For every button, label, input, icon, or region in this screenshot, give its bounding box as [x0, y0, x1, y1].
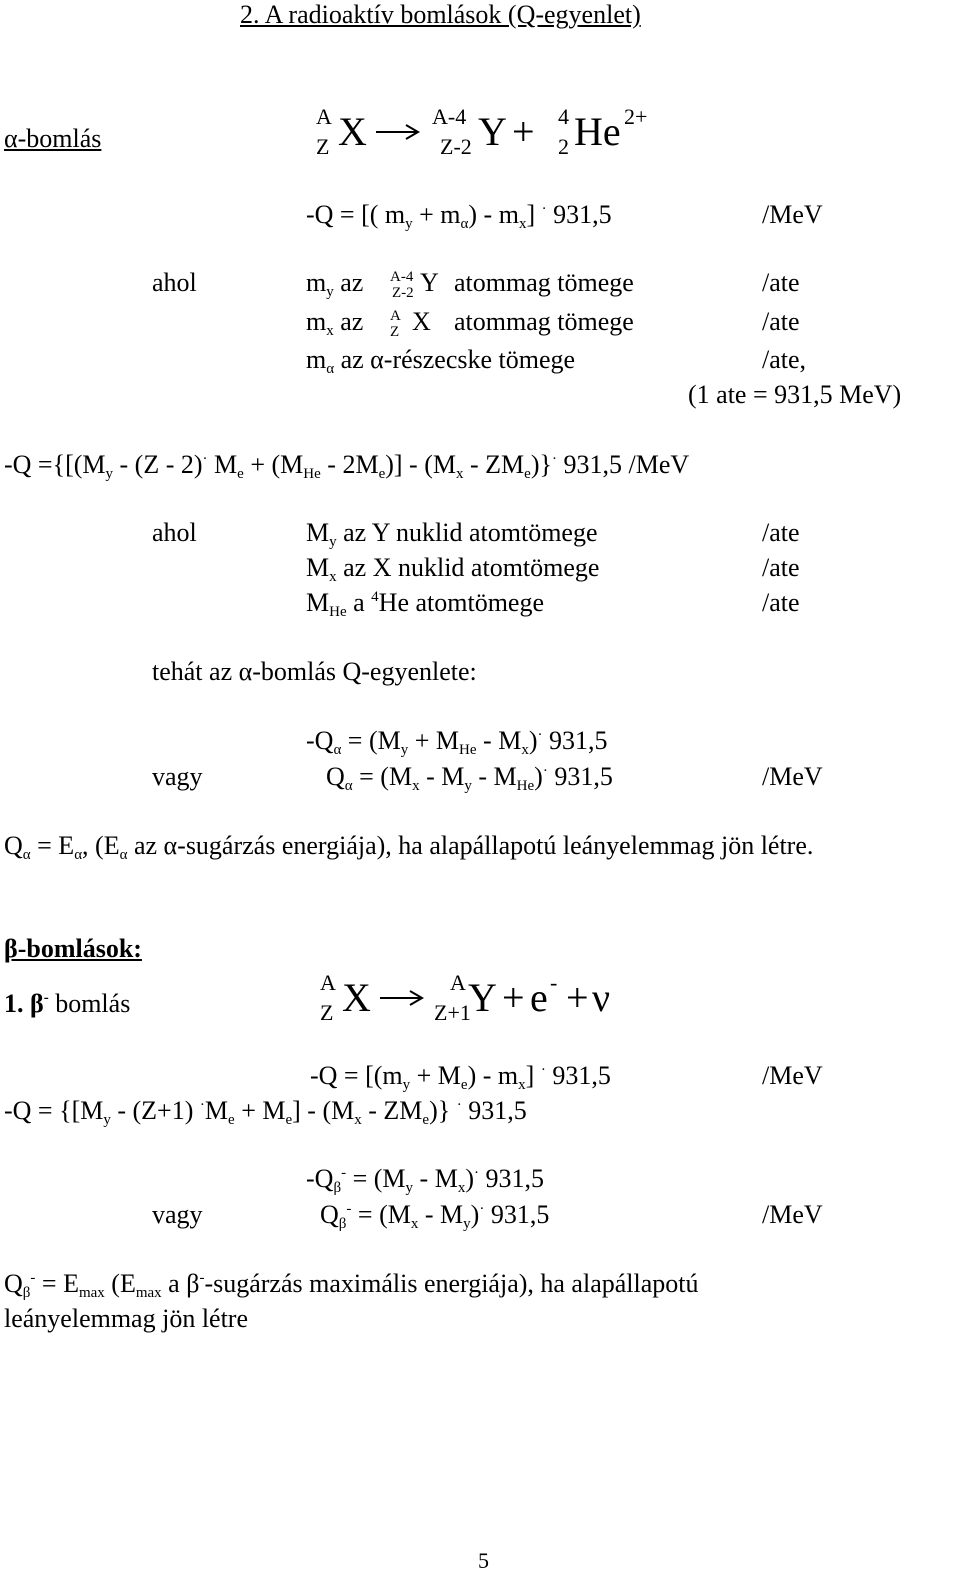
ate-conversion-note: (1 ate = 931,5 MeV)	[688, 380, 902, 409]
parent-mass-number: A	[320, 970, 336, 995]
beta-minus-label: 1. β- bomlás	[4, 989, 131, 1018]
alpha-energy-statement: $Q_\alpha = E_\alpha$, ($E_\alpha$ az α-sugárzás energiája), ha alapállapotú leányelemmag jön létre.	[4, 831, 814, 863]
helium-nuclide: He	[574, 109, 621, 154]
alpha-decay-label: α-bomlás	[4, 124, 102, 153]
daughter-atomic-number: Z+1	[434, 1000, 471, 1025]
daughter-nuclide: Y	[468, 975, 497, 1020]
unit-label: /ate	[762, 307, 800, 336]
electron-charge: -	[550, 970, 558, 995]
def-mx-text: atommag tömege	[454, 307, 634, 336]
helium-charge: 2+	[624, 104, 648, 129]
daughter-atomic-number: Z-2	[440, 134, 472, 159]
plus-sign: +	[512, 109, 535, 154]
def-My: $M_y$ az Y nuklid atomtömege	[306, 518, 598, 550]
reaction-arrow-icon	[374, 122, 424, 142]
parent-atomic-number: Z	[316, 134, 330, 159]
antineutrino: ν	[592, 975, 611, 1020]
beta-heading: β-bomlások:	[4, 934, 142, 963]
def-mx-atomic-number: Z	[390, 324, 400, 340]
def-my: $m_y$ az	[306, 268, 364, 300]
page-title: 2. A radioaktív bomlások (Q-egyenlet)	[240, 0, 641, 29]
unit-label: /ate	[762, 588, 800, 617]
unit-label: /MeV	[762, 1200, 823, 1229]
alpha-q-equation-2: $Q_\alpha = (M_x - M_y - M_{He})^\cdot$ 931,5	[326, 762, 613, 794]
unit-label: /ate	[762, 268, 800, 297]
unit-label: /ate	[762, 553, 800, 582]
parent-atomic-number: Z	[320, 1000, 334, 1025]
unit-label: /ate	[762, 518, 800, 547]
ahol-label: ahol	[152, 268, 197, 297]
alpha-q-equation-mass: -Q = [( $m_y + m_\alpha) - m_x$] · 931,5	[306, 200, 612, 232]
parent-nuclide: X	[342, 975, 371, 1020]
plus-sign: +	[566, 975, 589, 1020]
beta-q-equation-atomic: $-Q = \{[M_y - (Z+1) ^\cdot M_e + M_e] - (M_x - ZM_e)\}$ · 931,5	[4, 1096, 527, 1128]
unit-label: /ate,	[762, 345, 807, 374]
unit-label: /MeV	[762, 1061, 823, 1090]
daughter-nuclide: Y	[478, 109, 507, 154]
ahol-label: ahol	[152, 518, 197, 547]
beta-q-equation-1: $-Q_\beta^- = (M_y - M_x)^\cdot$ 931,5	[306, 1164, 544, 1196]
def-mx-nuclide: X	[412, 307, 431, 336]
beta-q-equation-mass: $-Q = [(m_y + M_e) - m_x]$ · 931,5	[310, 1061, 611, 1093]
def-my-mass-number: A-4	[390, 269, 414, 285]
daughter-mass-number: A	[450, 970, 466, 995]
def-malpha: $m_\alpha$ az α-részecske tömege	[306, 345, 576, 377]
beta-energy-statement: $Q_\beta^- = E_{max}$ ($E_{max}$ a β--sugárzás maximális energiája), ha alapállapotú	[4, 1269, 699, 1301]
def-Mx: $M_x$ az X nuklid atomtömege	[306, 553, 600, 585]
unit-label: /MeV	[762, 200, 823, 229]
vagy-label: vagy	[152, 762, 203, 791]
alpha-q-equation-1: $-Q_\alpha = (M_y + M_{He} - M_x)^\cdot$ 931,5	[306, 726, 608, 758]
page-number: 5	[478, 1548, 489, 1573]
helium-atomic-number: 2	[558, 134, 569, 159]
alpha-q-intro: tehát az α-bomlás Q-egyenlete:	[152, 657, 477, 686]
alpha-q-equation-atomic: $-Q =\{[(M_y - (Z - 2)^\cdot$ $M_e + (M_{He} - 2M_e)] - (M_x - ZM_e)\}^\cdot$ 931,5 /MeV	[4, 450, 690, 482]
electron: e	[530, 975, 548, 1020]
daughter-mass-number: A-4	[432, 104, 467, 129]
unit-label: /MeV	[762, 762, 823, 791]
def-my-nuclide: Y	[420, 268, 439, 297]
def-mx-mass-number: A	[390, 308, 401, 324]
plus-sign: +	[502, 975, 525, 1020]
helium-mass-number: 4	[558, 104, 569, 129]
beta-q-equation-2: $Q_\beta^- = (M_x - M_y)^\cdot$ 931,5	[320, 1200, 550, 1232]
def-my-atomic-number: Z-2	[392, 285, 414, 301]
beta-energy-statement-cont: leányelemmag jön létre	[4, 1304, 249, 1333]
reaction-arrow-icon	[378, 988, 428, 1008]
vagy-label: vagy	[152, 1200, 203, 1229]
def-my-text: atommag tömege	[454, 268, 634, 297]
def-MHe: $M_{He}$ a $^4$He atomtömege	[306, 588, 545, 620]
parent-mass-number: A	[316, 104, 332, 129]
parent-nuclide: X	[338, 109, 367, 154]
def-mx: $m_x$ az	[306, 307, 364, 339]
